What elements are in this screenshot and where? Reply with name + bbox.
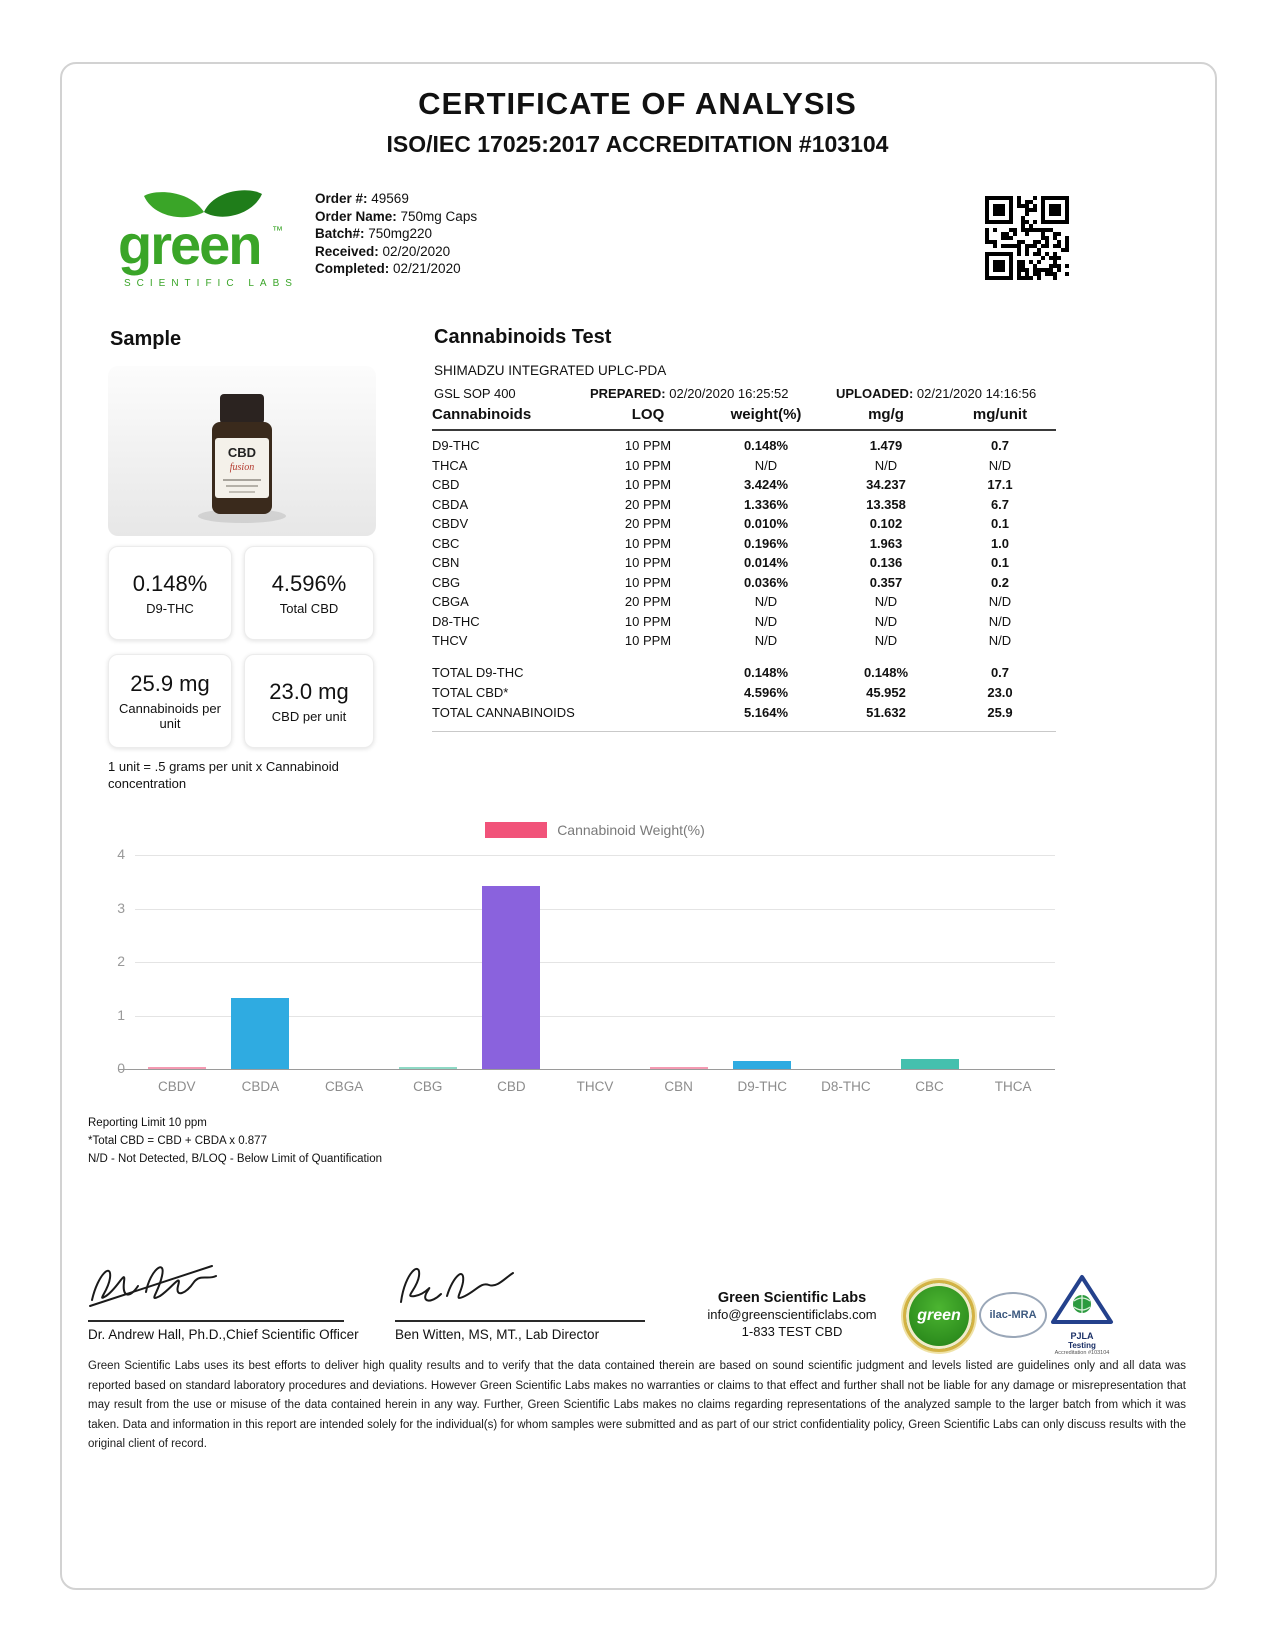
order-line-label: Order Name: [315, 208, 401, 224]
order-line-label: Completed: [315, 261, 394, 276]
cannabinoid-row [432, 683, 1056, 703]
stat-label: D9-THC [146, 600, 194, 616]
cell-weight: 0.148% [743, 438, 789, 454]
cell-name: CBGA [432, 594, 469, 610]
cannabinoid-row [432, 573, 1056, 593]
cannabinoid-row [432, 475, 1056, 495]
cell-mg-unit: 0.2 [990, 574, 1010, 590]
sop-row [434, 386, 1058, 404]
bar-cbg [399, 1067, 457, 1069]
x-axis-category-label: D9-THC [737, 1079, 788, 1094]
cell-weight: N/D [754, 594, 778, 610]
x-axis-category-label: CBN [664, 1079, 693, 1094]
cell-name: D8-THC [432, 613, 480, 629]
signer-name-title: Dr. Andrew Hall, Ph.D.,Chief Scientific Officer [88, 1327, 359, 1342]
cell-weight: N/D [754, 613, 778, 629]
cell-name: THCV [432, 633, 468, 649]
sample-product-image [108, 366, 376, 541]
footnote-line: Reporting Limit 10 ppm [88, 1117, 207, 1129]
bar-cbd [482, 886, 540, 1069]
y-axis-tick-label: 4 [117, 846, 125, 863]
cell-weight: N/D [754, 457, 778, 473]
pjla-label: PJLA [1070, 1331, 1094, 1341]
ilac-mra-label: ilac-MRA [989, 1309, 1037, 1321]
order-line [315, 243, 477, 261]
bar-cbn [650, 1067, 708, 1069]
cannabinoid-table-body [432, 431, 1056, 651]
cannabinoids-test-heading: Cannabinoids Test [434, 326, 612, 348]
bar-d9-thc [733, 1061, 791, 1069]
x-axis-category-label: CBDA [241, 1079, 280, 1094]
x-axis-category-label: CBD [497, 1079, 526, 1094]
uploaded-info [836, 386, 1036, 401]
stat-card [244, 546, 374, 640]
uploaded-label: UPLOADED: [836, 386, 914, 401]
cell-name: TOTAL CBD* [432, 685, 509, 700]
cell-name: CBC [432, 535, 460, 551]
qr-code [985, 196, 1069, 280]
cell-name: CBG [432, 574, 461, 590]
cell-mg-g: 1.963 [869, 535, 903, 551]
column-header: LOQ [631, 406, 665, 423]
green-scientific-labs-logo [100, 186, 310, 303]
bottle-label-title: CBD [227, 445, 257, 460]
legend-label: Cannabinoid Weight(%) [557, 822, 705, 838]
order-line-value: 02/21/2020 [393, 261, 461, 276]
cell-mg-unit: N/D [988, 594, 1012, 610]
footnote-line: N/D - Not Detected, B/LOQ - Below Limit of Quantification [88, 1153, 383, 1165]
cannabinoid-row [432, 534, 1056, 554]
cell-name: CBDA [432, 496, 469, 512]
bar-cbdv [148, 1067, 206, 1069]
cell-weight: N/D [754, 633, 778, 649]
cell-weight: 4.596% [743, 685, 789, 700]
stat-value: 25.9 mg [130, 671, 210, 696]
cell-mg-unit: N/D [988, 457, 1012, 473]
cell-loq: 20 PPM [624, 496, 672, 512]
y-axis-tick-label: 1 [117, 1006, 125, 1023]
cell-mg-unit: N/D [988, 633, 1012, 649]
cell-mg-g: 34.237 [866, 477, 906, 493]
cell-weight: 0.036% [743, 574, 789, 590]
column-header: Cannabinoids [432, 406, 532, 423]
cell-loq: 20 PPM [624, 594, 672, 610]
y-axis-tick-label: 2 [117, 953, 125, 970]
x-axis-category-label: CBC [915, 1079, 944, 1094]
lab-name: Green Scientific Labs [717, 1290, 867, 1306]
cell-mg-g: N/D [874, 613, 898, 629]
cannabinoid-table-totals [432, 663, 1056, 732]
x-axis-category-label: THCA [994, 1079, 1032, 1094]
stat-value: 4.596% [271, 570, 347, 596]
cell-mg-g: 51.632 [866, 705, 906, 720]
cell-mg-g: N/D [874, 457, 898, 473]
cannabinoid-row [432, 592, 1056, 612]
sample-section-heading: Sample [110, 328, 182, 350]
lab-phone: 1-833 TEST CBD [741, 1324, 843, 1339]
cell-mg-g: 13.358 [866, 496, 906, 512]
x-axis-category-label: THCV [576, 1079, 614, 1094]
chart-legend [135, 822, 1055, 838]
cannabinoid-table [432, 406, 1056, 732]
cell-mg-unit: 1.0 [990, 535, 1010, 551]
stat-label: CBD per unit [271, 708, 347, 724]
column-header: weight(%) [730, 406, 802, 423]
order-line [315, 208, 477, 226]
lab-email: info@greenscientificlabs.com [707, 1307, 877, 1322]
cell-loq: 20 PPM [624, 516, 672, 532]
column-header: mg/g [868, 406, 904, 423]
signature-line [88, 1320, 344, 1322]
signature-andrew-hall [84, 1256, 344, 1316]
column-header: mg/unit [972, 406, 1028, 423]
stat-value: 0.148% [132, 570, 208, 596]
stat-card [108, 654, 232, 748]
disclaimer-text: Green Scientific Labs uses its best efforts to deliver high quality results and to verify that the data contained therein are based on sound scientific judgment and levels listed are guidelines only and all data was reported based on standard laboratory procedures and deviations. However Green Scientific Labs makes no warranties or claims to that effect and further shall not be liable for any damage or misrepresentation that may result from the use or misuse of the data contained herein in any way. Further, Green Scientific Labs makes no claims regarding representations of the analyzed sample to the larger batch from which it was taken. Data and information in this report are intended solely for the individual(s) for whom samples were submitted and as part of our strict confidentiality policy, Green Scientific Labs can only discuss results with the original client of record. [88, 1360, 1186, 1450]
signature-ben-witten [393, 1258, 593, 1316]
x-axis-category-label: D8-THC [821, 1079, 871, 1094]
cell-mg-unit: N/D [988, 613, 1012, 629]
cell-mg-g: 0.357 [869, 574, 903, 590]
cell-mg-g: 45.952 [866, 685, 906, 700]
bar-cbc [901, 1059, 959, 1069]
cell-loq: 10 PPM [624, 555, 672, 571]
order-line-value: 750mg Caps [400, 208, 478, 224]
order-line [315, 190, 477, 208]
cell-weight: 5.164% [743, 705, 789, 720]
cell-mg-g: 0.102 [869, 516, 903, 532]
x-axis-line [119, 1069, 1055, 1070]
cell-mg-g: 0.136 [869, 555, 903, 571]
cell-mg-unit: 25.9 [987, 705, 1013, 720]
cell-mg-unit: 17.1 [987, 477, 1013, 493]
logo-tagline: SCIENTIFIC LABS [124, 278, 298, 289]
bottle-label-subtitle: fusion [229, 462, 255, 473]
signature-line [395, 1320, 645, 1322]
green-seal-badge [903, 1280, 975, 1352]
prepared-info [590, 386, 789, 401]
cell-weight: 0.010% [743, 516, 789, 532]
cell-mg-unit: 23.0 [987, 685, 1013, 700]
pjla-badge [1046, 1274, 1118, 1357]
bottle-cap [220, 394, 264, 424]
stat-label: Cannabinoids per unit [119, 701, 221, 731]
cell-mg-g: N/D [874, 633, 898, 649]
legend-swatch [485, 822, 547, 838]
cell-name: THCA [432, 457, 468, 473]
stat-card [244, 654, 374, 748]
stat-cards [108, 546, 374, 748]
bar-cbda [231, 998, 289, 1069]
cannabinoid-row [432, 436, 1056, 456]
cannabinoid-row [432, 553, 1056, 573]
cell-loq: 10 PPM [624, 633, 672, 649]
cannabinoid-row [432, 495, 1056, 515]
cell-mg-unit: 6.7 [990, 496, 1010, 512]
cannabinoid-row [432, 663, 1056, 683]
footnotes [88, 1114, 382, 1168]
x-axis-category-label: CBG [413, 1079, 443, 1094]
cell-mg-g: 1.479 [869, 438, 903, 454]
cell-mg-unit: 0.7 [990, 438, 1010, 454]
order-line [315, 260, 477, 278]
cell-name: CBDV [432, 516, 469, 532]
order-line-value: 750mg220 [368, 226, 433, 241]
cannabinoid-row [432, 514, 1056, 534]
cell-weight: 1.336% [743, 496, 789, 512]
cell-loq: 10 PPM [624, 535, 672, 551]
gridline [135, 909, 1055, 910]
cannabinoid-table-header [432, 406, 1056, 431]
cell-name: CBN [432, 555, 460, 571]
cell-mg-unit: 0.7 [990, 665, 1010, 680]
cell-name: CBD [432, 477, 460, 493]
cell-loq: 10 PPM [624, 574, 672, 590]
x-axis-category-label: CBGA [324, 1079, 364, 1094]
pjla-accreditation-note: Accreditation #103104 [1054, 1350, 1110, 1356]
logo-wordmark: green [118, 213, 261, 276]
order-line-value: 49569 [371, 191, 409, 206]
cell-mg-unit: 0.1 [990, 516, 1010, 532]
cell-name: TOTAL D9-THC [432, 665, 524, 680]
cell-name: D9-THC [432, 438, 480, 454]
order-line-label: Batch#: [315, 226, 369, 241]
document-title: CERTIFICATE OF ANALYSIS [418, 86, 857, 121]
cell-loq: 10 PPM [624, 438, 672, 454]
cell-weight: 3.424% [743, 477, 789, 493]
order-line [315, 225, 477, 243]
cell-loq: 10 PPM [624, 613, 672, 629]
green-seal-label: green [917, 1307, 961, 1324]
cell-weight: 0.014% [743, 555, 789, 571]
stat-label: Total CBD [279, 600, 339, 616]
gridline [135, 962, 1055, 963]
pjla-sublabel: Testing [1068, 1341, 1096, 1350]
order-line-label: Received: [315, 243, 383, 259]
gridline [135, 855, 1055, 856]
cell-weight: 0.196% [743, 535, 789, 551]
accreditation-subtitle: ISO/IEC 17025:2017 ACCREDITATION #103104 [386, 131, 889, 157]
cell-mg-unit: 0.1 [990, 555, 1010, 571]
order-info [315, 190, 477, 278]
y-axis-tick-label: 3 [117, 899, 125, 916]
footnote-line: *Total CBD = CBD + CBDA x 0.877 [88, 1135, 267, 1147]
cannabinoid-row [432, 456, 1056, 476]
prepared-label: PREPARED: [590, 386, 666, 401]
lab-contact-block [672, 1290, 912, 1340]
chart-plot [117, 846, 1055, 1094]
ilac-mra-badge [979, 1292, 1047, 1338]
cannabinoid-row [432, 703, 1056, 723]
signer-name-title: Ben Witten, MS, MT., Lab Director [395, 1327, 600, 1342]
cell-mg-g: 0.148% [863, 665, 909, 680]
stat-value: 23.0 mg [269, 678, 349, 704]
x-axis-category-label: CBDV [158, 1079, 196, 1094]
cell-mg-g: N/D [874, 594, 898, 610]
prepared-value: 02/20/2020 16:25:52 [669, 386, 789, 401]
cannabinoid-row [432, 631, 1056, 651]
cell-weight: 0.148% [743, 665, 789, 680]
uploaded-value: 02/21/2020 14:16:56 [916, 386, 1037, 401]
unit-note: 1 unit = .5 grams per unit x Cannabinoid concentration [108, 759, 339, 791]
stat-card [108, 546, 232, 640]
instrument-name: SHIMADZU INTEGRATED UPLC-PDA [434, 363, 667, 378]
order-line-label: Order #: [315, 191, 372, 206]
sop-code: GSL SOP 400 [434, 386, 516, 401]
cell-loq: 10 PPM [624, 457, 672, 473]
pjla-triangle-icon [1050, 1274, 1114, 1326]
cell-loq: 10 PPM [624, 477, 672, 493]
cell-name: TOTAL CANNABINOIDS [432, 705, 575, 720]
cannabinoid-row [432, 612, 1056, 632]
order-line-value: 02/20/2020 [382, 243, 451, 259]
logo-trademark: ™ [272, 225, 283, 237]
